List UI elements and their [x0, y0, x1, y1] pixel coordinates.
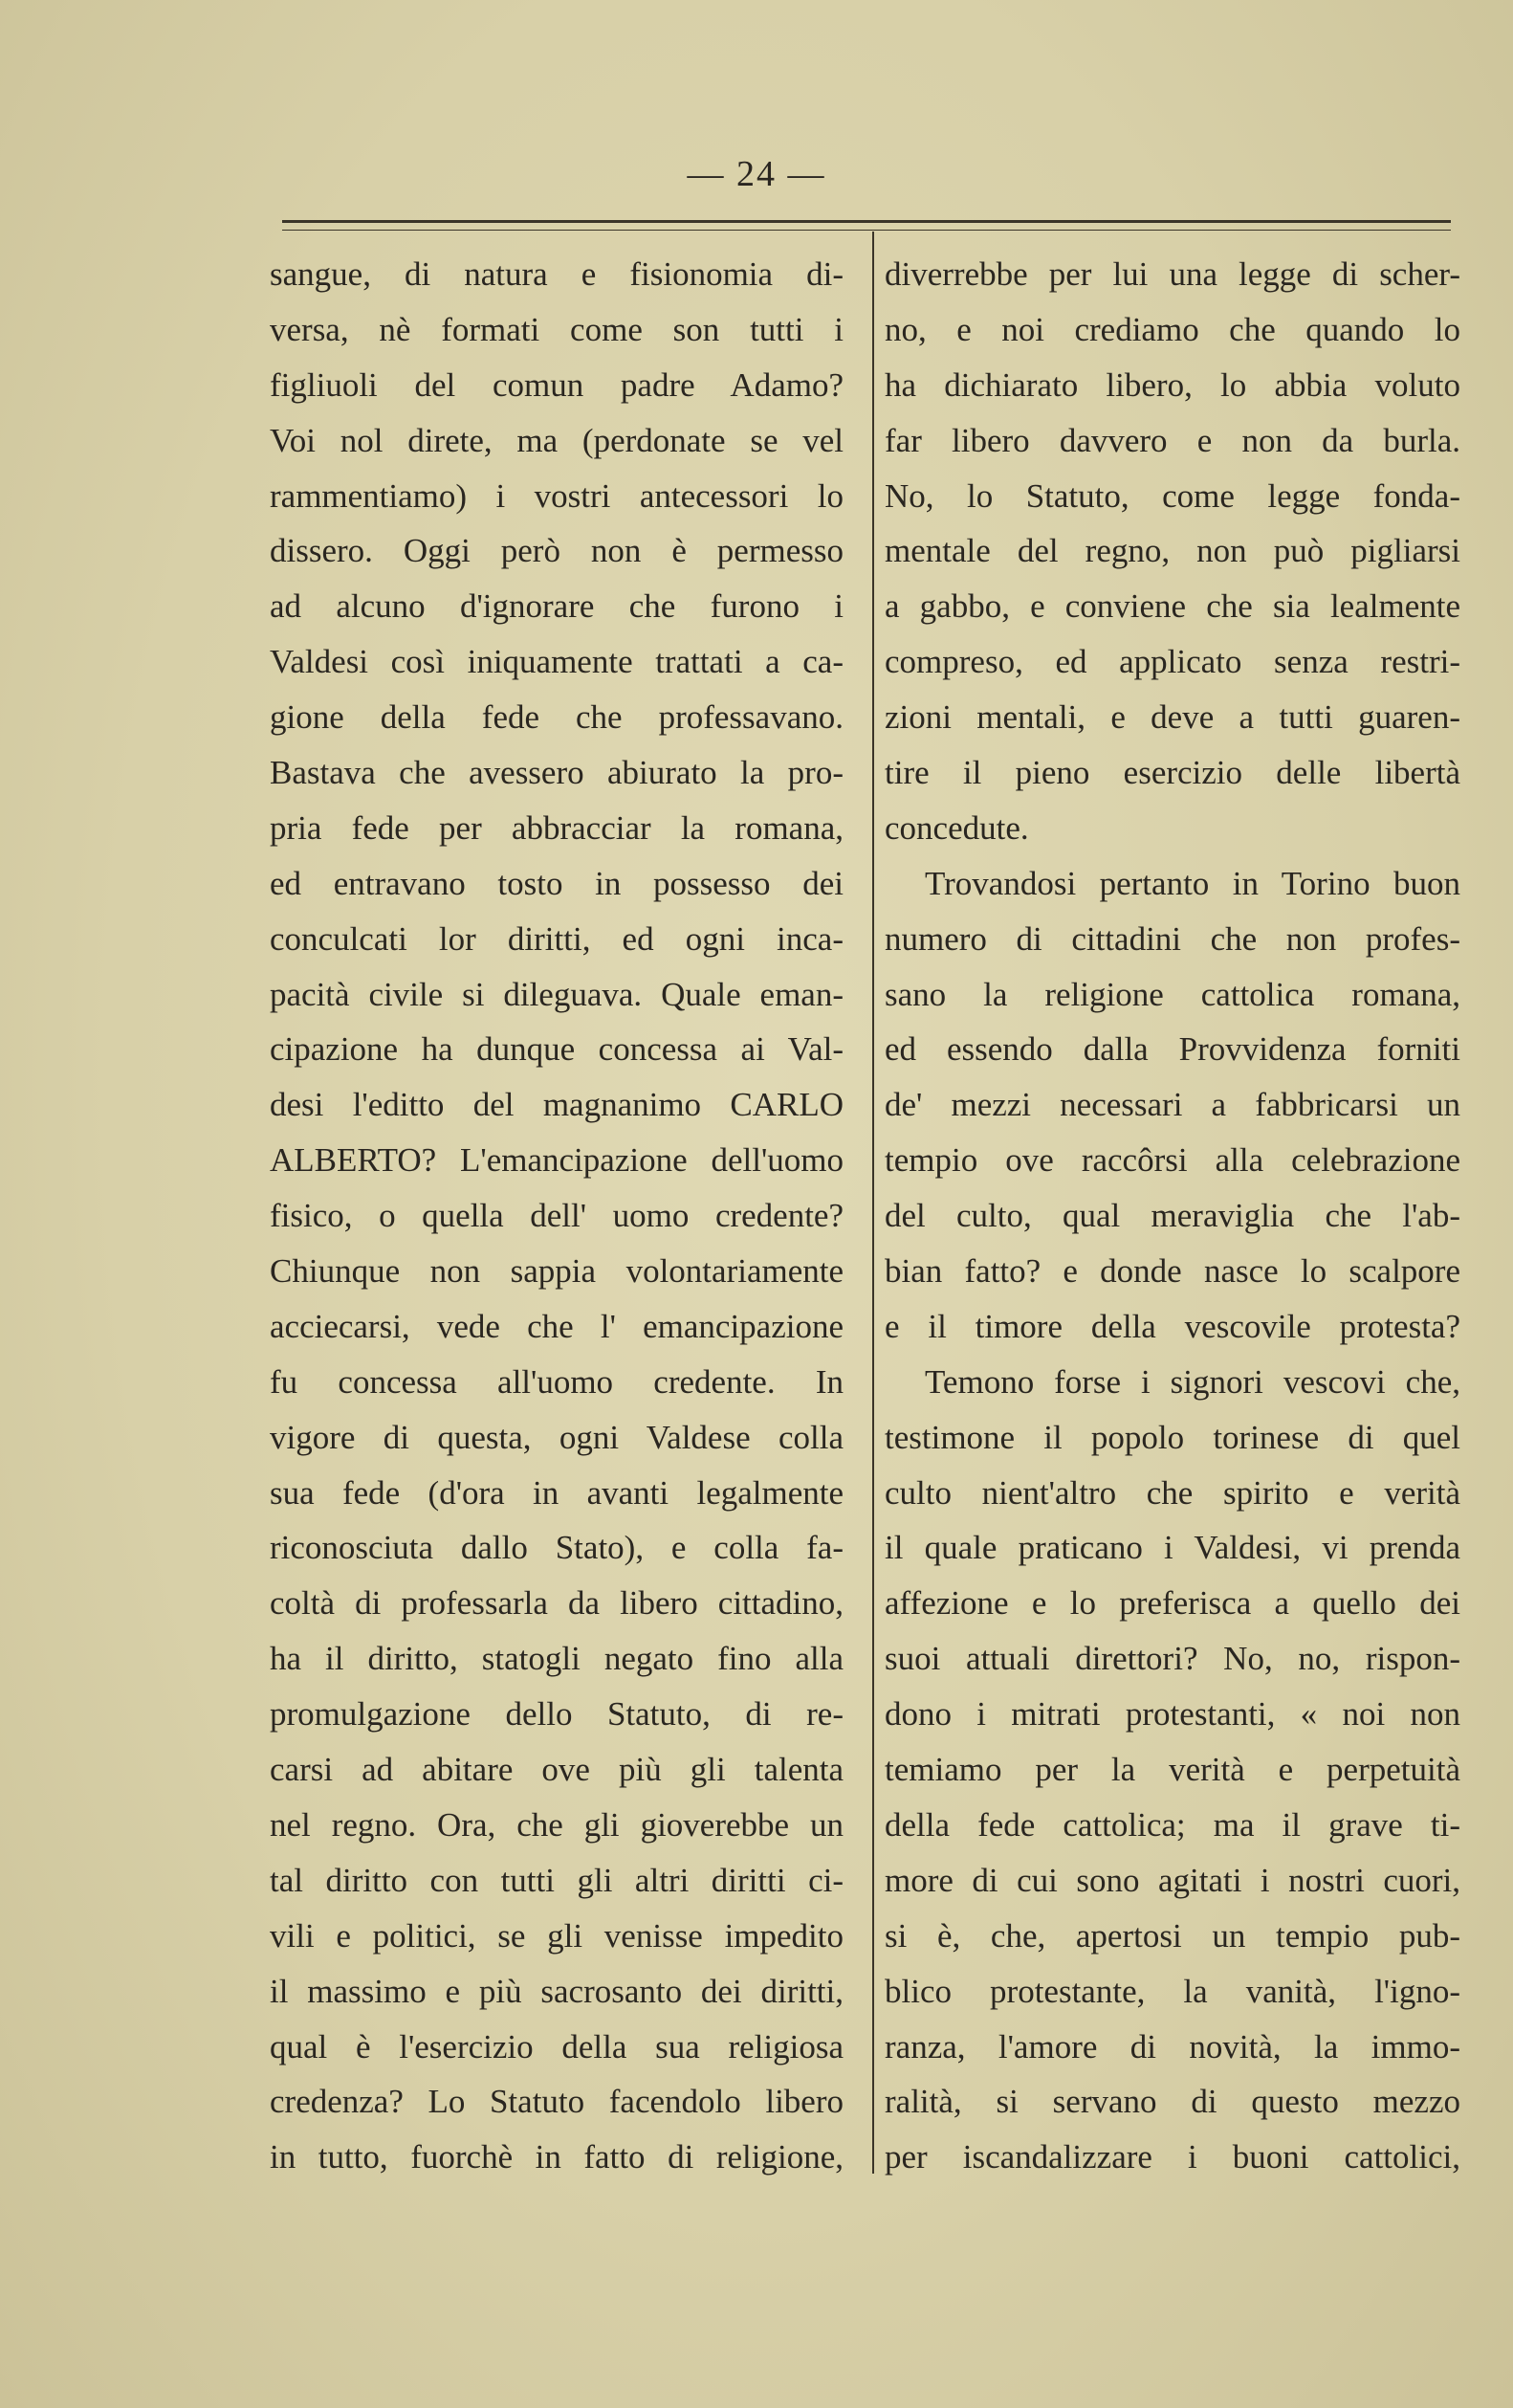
text-line: vili e politici, se gli venisse impedito — [270, 1916, 844, 1955]
text-line: affezione e lo preferisca a quello dei — [885, 1584, 1460, 1623]
text-line: rammentiamo) i vostri antecessori lo — [270, 476, 844, 515]
text-line: credenza? Lo Statuto facendolo libero — [270, 2083, 844, 2121]
text-line: tire il pieno esercizio delle libertà — [885, 754, 1460, 792]
text-line: ALBERTO? L'emancipazione dell'uomo — [270, 1141, 844, 1180]
text-line: mentale del regno, non può pigliarsi — [885, 532, 1460, 570]
text-line: ha il diritto, statogli negato fino alla — [270, 1640, 844, 1678]
text-line: carsi ad abitare ove più gli talenta — [270, 1751, 844, 1789]
text-line: per iscandalizzare i buoni cattolici, — [885, 2138, 1460, 2176]
text-line: ranza, l'amore di novità, la immo- — [885, 2027, 1460, 2066]
left-column — [270, 247, 844, 2185]
text-line: bian fatto? e donde nasce lo scalpore — [885, 1252, 1460, 1291]
text-line: ed essendo dalla Provvidenza forniti — [885, 1030, 1460, 1069]
text-line: riconosciuta dallo Stato), e colla fa- — [270, 1529, 844, 1567]
text-line: in tutto, fuorchè in fatto di religione, — [270, 2138, 844, 2176]
text-line: coltà di professarla da libero cittadino, — [270, 1584, 844, 1623]
text-line: fu concessa all'uomo credente. In — [270, 1362, 844, 1401]
text-line: vigore di questa, ogni Valdese colla — [270, 1418, 844, 1456]
text-line: il quale praticano i Valdesi, vi prenda — [885, 1529, 1460, 1567]
text-line: ha dichiarato libero, lo abbia voluto — [885, 365, 1460, 404]
text-line: dono i mitrati protestanti, « noi non — [885, 1695, 1460, 1734]
text-line: tempio ove raccôrsi alla celebrazione — [885, 1141, 1460, 1180]
text-line: Bastava che avessero abiurato la pro- — [270, 754, 844, 792]
text-line: dissero. Oggi però non è permesso — [270, 532, 844, 570]
text-line: zioni mentali, e deve a tutti guaren- — [885, 698, 1460, 737]
text-line: far libero davvero e non da burla. — [885, 421, 1460, 459]
text-line: Chiunque non sappia volontariamente — [270, 1252, 844, 1291]
text-line: de' mezzi necessari a fabbricarsi un — [885, 1086, 1460, 1124]
text-line: Temono forse i signori vescovi che, — [925, 1362, 1460, 1401]
text-line: concedute. — [885, 808, 1029, 847]
text-line: pria fede per abbracciar la romana, — [270, 808, 844, 847]
text-line: nel regno. Ora, che gli gioverebbe un — [270, 1805, 844, 1844]
text-line: a gabbo, e conviene che sia lealmente — [885, 587, 1460, 626]
text-line: more di cui sono agitati i nostri cuori, — [885, 1861, 1460, 1899]
text-line: cipazione ha dunque concessa ai Val- — [270, 1030, 844, 1069]
text-line: Voi nol direte, ma (perdonate se vel — [270, 421, 844, 459]
text-line: diverrebbe per lui una legge di scher- — [885, 255, 1460, 293]
text-line: sano la religione cattolica romana, — [885, 975, 1460, 1013]
text-line: testimone il popolo torinese di quel — [885, 1418, 1460, 1456]
text-line: desi l'editto del magnanimo CARLO — [270, 1086, 844, 1124]
header-rule — [282, 220, 1451, 223]
text-line: sangue, di natura e fisionomia di- — [270, 255, 844, 293]
text-line: culto nient'altro che spirito e verità — [885, 1473, 1460, 1512]
text-line: versa, nè formati come son tutti i — [270, 310, 844, 348]
page-number: — 24 — — [687, 154, 826, 194]
text-line: pacità civile si dileguava. Quale eman- — [270, 975, 844, 1013]
text-line: conculcati lor diritti, ed ogni inca- — [270, 919, 844, 958]
text-line: il massimo e più sacrosanto dei diritti, — [270, 1972, 844, 2010]
text-line: figliuoli del comun padre Adamo? — [270, 365, 844, 404]
text-line: ralità, si servano di questo mezzo — [885, 2083, 1460, 2121]
text-line: gione della fede che professavano. — [270, 698, 844, 737]
text-line: compreso, ed applicato senza restri- — [885, 643, 1460, 681]
column-divider — [872, 232, 874, 2174]
text-line: temiamo per la verità e perpetuità — [885, 1751, 1460, 1789]
text-line: fisico, o quella dell' uomo credente? — [270, 1197, 844, 1235]
text-line: della fede cattolica; ma il grave ti- — [885, 1805, 1460, 1844]
text-line: Valdesi così iniquamente trattati a ca- — [270, 643, 844, 681]
text-line: ad alcuno d'ignorare che furono i — [270, 587, 844, 626]
text-line: promulgazione dello Statuto, di re- — [270, 1695, 844, 1734]
text-line: sua fede (d'ora in avanti legalmente — [270, 1473, 844, 1512]
text-line: e il timore della vescovile protesta? — [885, 1307, 1460, 1345]
text-line: Trovandosi pertanto in Torino buon — [925, 864, 1460, 902]
text-line: suoi attuali direttori? No, no, rispon- — [885, 1640, 1460, 1678]
text-line: blico protestante, la vanità, l'igno- — [885, 1972, 1460, 2010]
text-line: si è, che, apertosi un tempio pub- — [885, 1916, 1460, 1955]
text-line: No, lo Statuto, come legge fonda- — [885, 476, 1460, 515]
text-line: qual è l'esercizio della sua religiosa — [270, 2027, 844, 2066]
text-line: numero di cittadini che non profes- — [885, 919, 1460, 958]
text-line: acciecarsi, vede che l' emancipazione — [270, 1307, 844, 1345]
text-line: tal diritto con tutti gli altri diritti ci- — [270, 1861, 844, 1899]
text-line: no, e noi crediamo che quando lo — [885, 310, 1460, 348]
header-rule-thin — [282, 230, 1451, 231]
text-line: del culto, qual meraviglia che l'ab- — [885, 1197, 1460, 1235]
right-column — [885, 247, 1460, 2185]
text-line: ed entravano tosto in possesso dei — [270, 864, 844, 902]
